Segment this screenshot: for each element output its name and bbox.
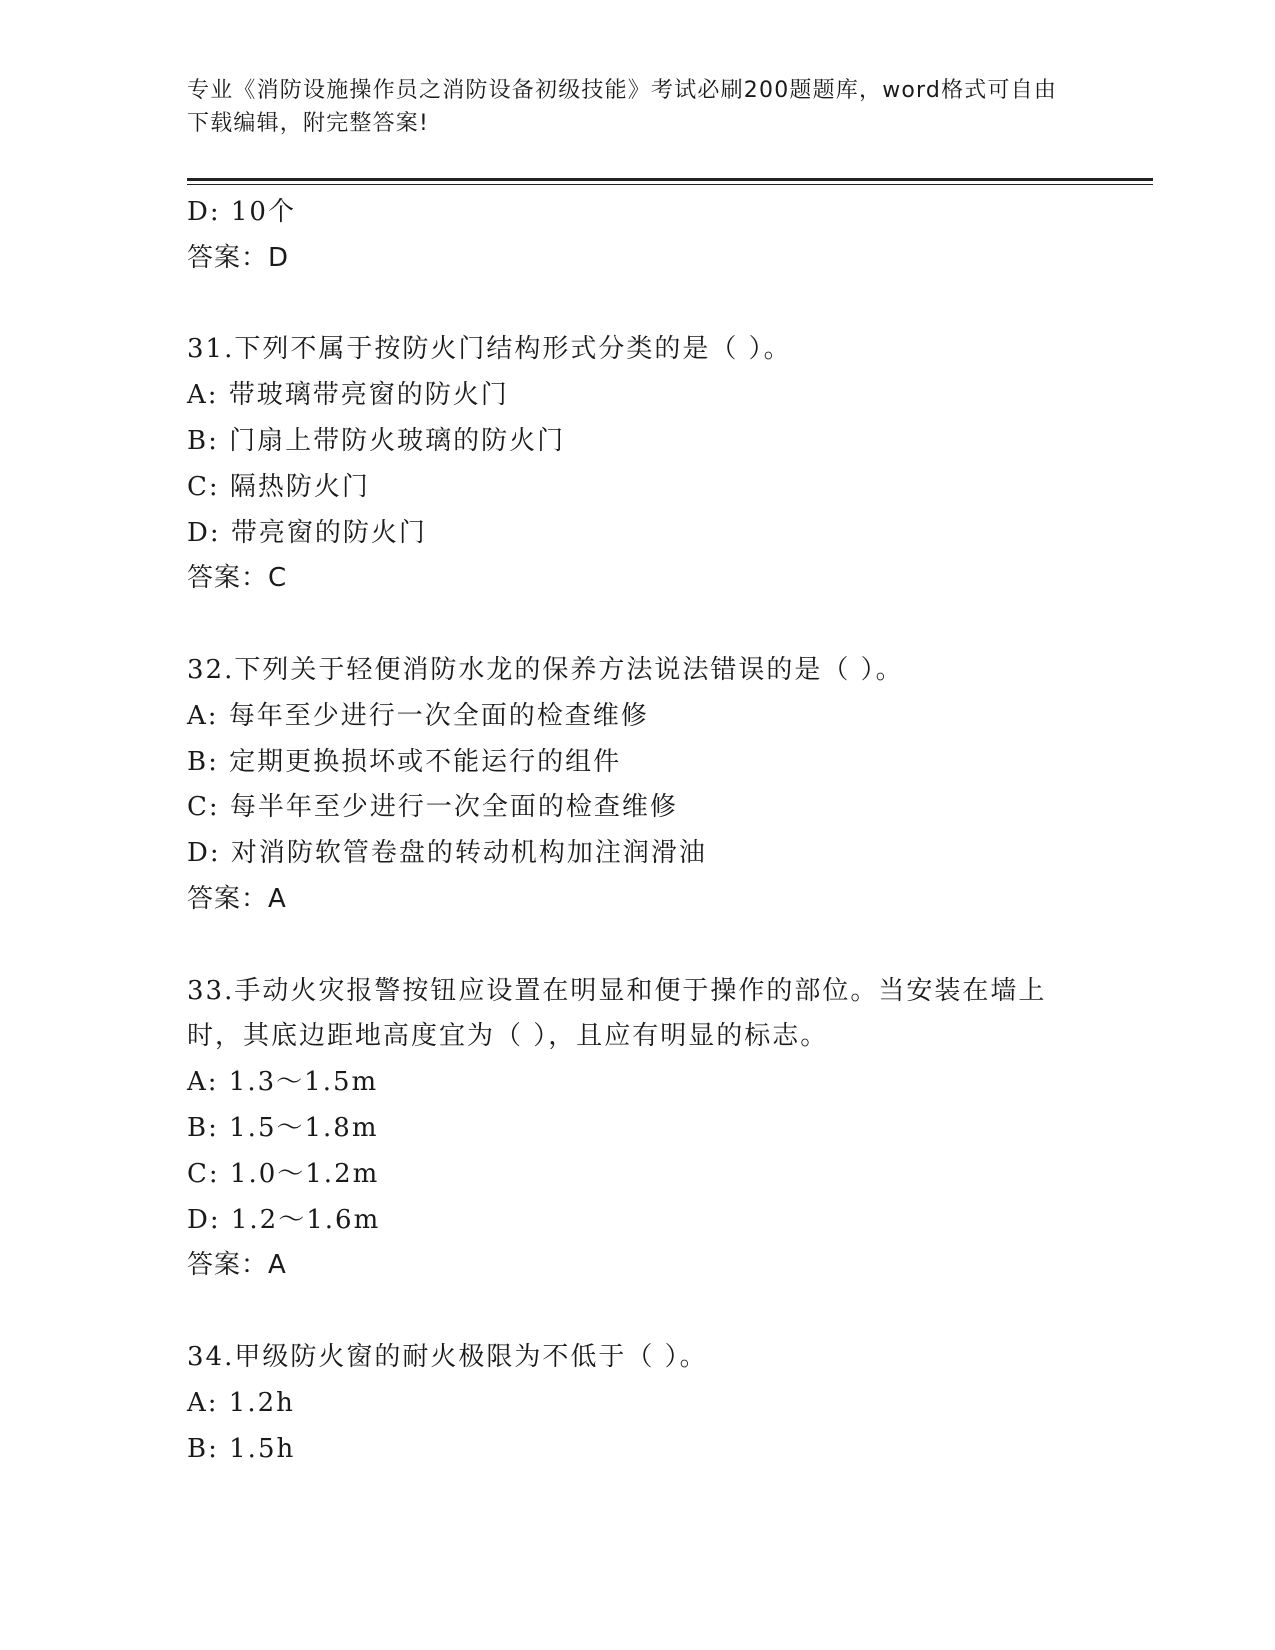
carryover-option-d: D: 10个	[187, 197, 296, 227]
question-stem-line1: 33.手动火灾报警按钮应设置在明显和便于操作的部位。当安装在墙上	[187, 975, 1047, 1006]
spacer	[187, 602, 1087, 648]
option-a: A: 每年至少进行一次全面的检查维修	[187, 700, 649, 731]
header-divider-thin	[187, 184, 1153, 185]
option-a: A: 1.3～1.5m	[187, 1067, 379, 1098]
question-32	[187, 648, 1087, 923]
answer: 答案：A	[187, 883, 287, 914]
question-34	[187, 1335, 1087, 1472]
answer: 答案：A	[187, 1250, 287, 1281]
question-content	[187, 190, 1087, 1472]
page-header-title: 专业《消防设施操作员之消防设备初级技能》考试必刷200题题库，word格式可自由下载编辑，附完整答案!	[187, 78, 1058, 136]
carryover-answer: 答案：D	[187, 242, 290, 273]
question-stem: 31.下列不属于按防火门结构形式分类的是（ ）。	[187, 334, 792, 365]
option-d: D: 对消防软管卷盘的转动机构加注润滑油	[187, 838, 707, 869]
option-b: B: 1.5h	[187, 1433, 296, 1464]
option-b: B: 门扇上带防火玻璃的防火门	[187, 425, 566, 456]
spacer	[187, 282, 1087, 328]
option-d: D: 1.2～1.6m	[187, 1204, 381, 1235]
option-b: B: 定期更换损坏或不能运行的组件	[187, 746, 622, 777]
answer: 答案：C	[187, 563, 288, 594]
option-b: B: 1.5～1.8m	[187, 1112, 379, 1143]
option-d: D: 带亮窗的防火门	[187, 517, 427, 548]
option-a: A: 1.2h	[187, 1387, 295, 1418]
option-c: C: 1.0～1.2m	[187, 1158, 380, 1189]
question-31	[187, 327, 1087, 602]
question-stem: 32.下列关于轻便消防水龙的保养方法说法错误的是（ ）。	[187, 654, 904, 685]
spacer	[187, 923, 1087, 969]
option-c: C: 每半年至少进行一次全面的检查维修	[187, 792, 678, 823]
option-a: A: 带玻璃带亮窗的防火门	[187, 380, 509, 411]
spacer	[187, 1289, 1087, 1335]
header-divider-thick	[187, 178, 1153, 181]
question-stem: 34.甲级防火窗的耐火极限为不低于（ ）。	[187, 1341, 708, 1372]
option-c: C: 隔热防火门	[187, 471, 370, 502]
question-33	[187, 969, 1087, 1290]
question-stem-line2: 时，其底边距地高度宜为（ ），且应有明显的标志。	[187, 1021, 829, 1052]
